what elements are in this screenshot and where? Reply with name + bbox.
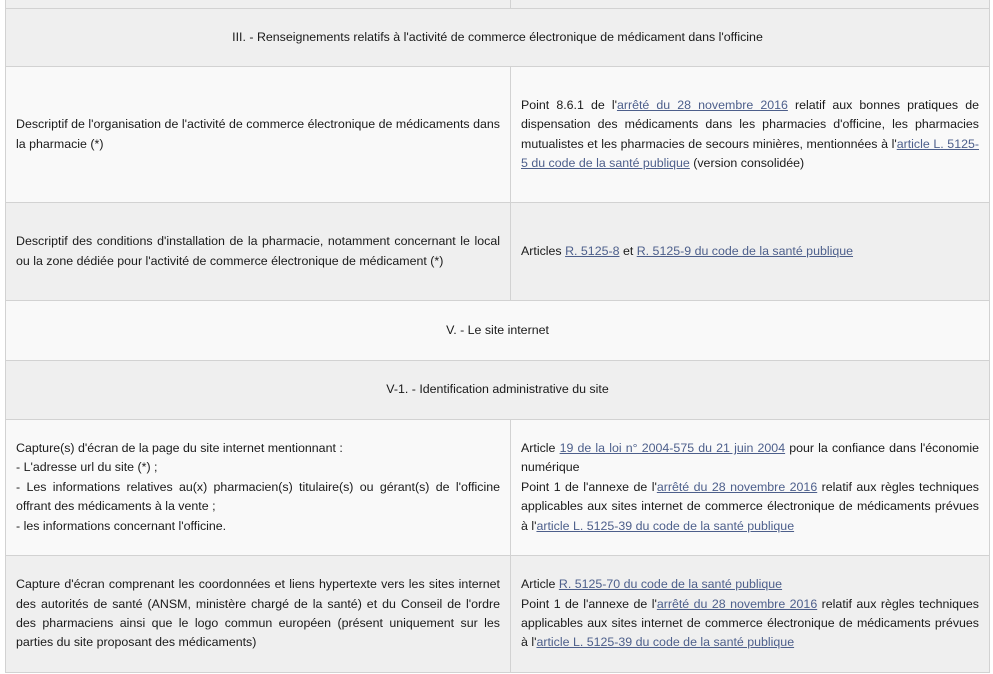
ref-text: Article: [521, 577, 559, 592]
ref-paragraph: [521, 439, 979, 478]
ref-text: (version consolidée): [689, 155, 805, 170]
table-row: [6, 203, 990, 301]
section-row-v: [6, 301, 990, 361]
article-link[interactable]: R. 5125-8: [565, 243, 620, 258]
row-1-reference: [511, 67, 990, 203]
row-3-reference: [511, 420, 990, 556]
row-1-description: Descriptif de l'organisation de l'activité de commerce électronique de médicaments dans la pharmacie (*): [6, 67, 511, 203]
line: Capture(s) d'écran de la page du site internet mentionnant :: [16, 440, 343, 455]
ref-text: Article: [521, 440, 560, 455]
ref-text: relatif aux règles techniques applicables aux sites internet de commerce électronique de médicaments prévues à l': [521, 479, 979, 533]
table-row: [6, 420, 990, 556]
ref-text: Articles: [521, 243, 566, 258]
legal-table: [5, 0, 990, 673]
ref-paragraph: [521, 575, 979, 594]
arrete-link[interactable]: arrêté du 28 novembre 2016: [656, 596, 818, 611]
row-3-description: [6, 420, 511, 556]
line: - les informations concernant l'officine.: [16, 518, 227, 533]
section-row-v1: [6, 361, 990, 420]
ref-text: et: [619, 243, 637, 258]
article-link[interactable]: R. 5125-9 du code de la santé publique: [636, 243, 854, 258]
ref-text: pour la confiance dans l'économie numérique: [521, 440, 979, 475]
row-4-reference: [511, 556, 990, 673]
ref-paragraph: [521, 478, 979, 536]
section-heading-v: V. - Le site internet: [6, 301, 990, 361]
line: - Les informations relatives au(x) pharmacien(s) titulaire(s) ou gérant(s) de l'officine offrant des médicaments à la vente ;: [16, 479, 500, 514]
article-link[interactable]: article L. 5125-39 du code de la santé publique: [536, 518, 795, 533]
arrete-link[interactable]: arrêté du 28 novembre 2016: [656, 479, 818, 494]
row-4-description: Capture d'écran comprenant les coordonnées et liens hypertexte vers les sites internet des autorités de santé (ANSM, ministère chargé de la santé) et du Conseil de l'ordre des pharmaciens ainsi que le logo commun européen (présent uniquement sur les parties du site proposant des médicaments): [6, 556, 511, 673]
section-heading-v1: V-1. - Identification administrative du site: [6, 361, 990, 420]
top-cut-row: [6, 0, 990, 9]
ref-text: Point 8.6.1 de l': [521, 97, 617, 112]
section-heading-iii: III. - Renseignements relatifs à l'activité de commerce électronique de médicament dans l'officine: [6, 9, 990, 67]
article-link[interactable]: article L. 5125-5 du code de la santé publique: [521, 136, 980, 170]
loi-link[interactable]: 19 de la loi n° 2004-575 du 21 juin 2004: [559, 440, 786, 455]
row-2-description: Descriptif des conditions d'installation de la pharmacie, notamment concernant le local ou la zone dédiée pour l'activité de commerce électronique de médicament (*): [6, 203, 511, 301]
line: - L'adresse url du site (*) ;: [16, 460, 158, 475]
article-link[interactable]: article L. 5125-39 du code de la santé publique: [536, 635, 795, 650]
top-cut-right-cell: [511, 0, 990, 9]
table-row: [6, 67, 990, 203]
ref-text: Point 1 de l'annexe de l': [521, 479, 657, 494]
ref-text: relatif aux bonnes pratiques de dispensation des médicaments dans les pharmacies d'officine, les pharmacies mutualistes et les pharmacies de secours minières, mentionnées à l': [521, 97, 979, 151]
arrete-link[interactable]: arrêté du 28 novembre 2016: [616, 97, 788, 112]
ref-text: relatif aux règles techniques applicables aux sites internet de commerce électronique de médicaments prévues à l': [521, 596, 979, 650]
ref-text: Point 1 de l'annexe de l': [521, 596, 657, 611]
table-row: [6, 556, 990, 673]
section-row-iii: [6, 9, 990, 67]
article-link[interactable]: R. 5125-70 du code de la santé publique: [558, 577, 783, 592]
ref-paragraph: [521, 595, 979, 653]
top-cut-left-cell: [6, 0, 511, 9]
row-2-reference: [511, 203, 990, 301]
